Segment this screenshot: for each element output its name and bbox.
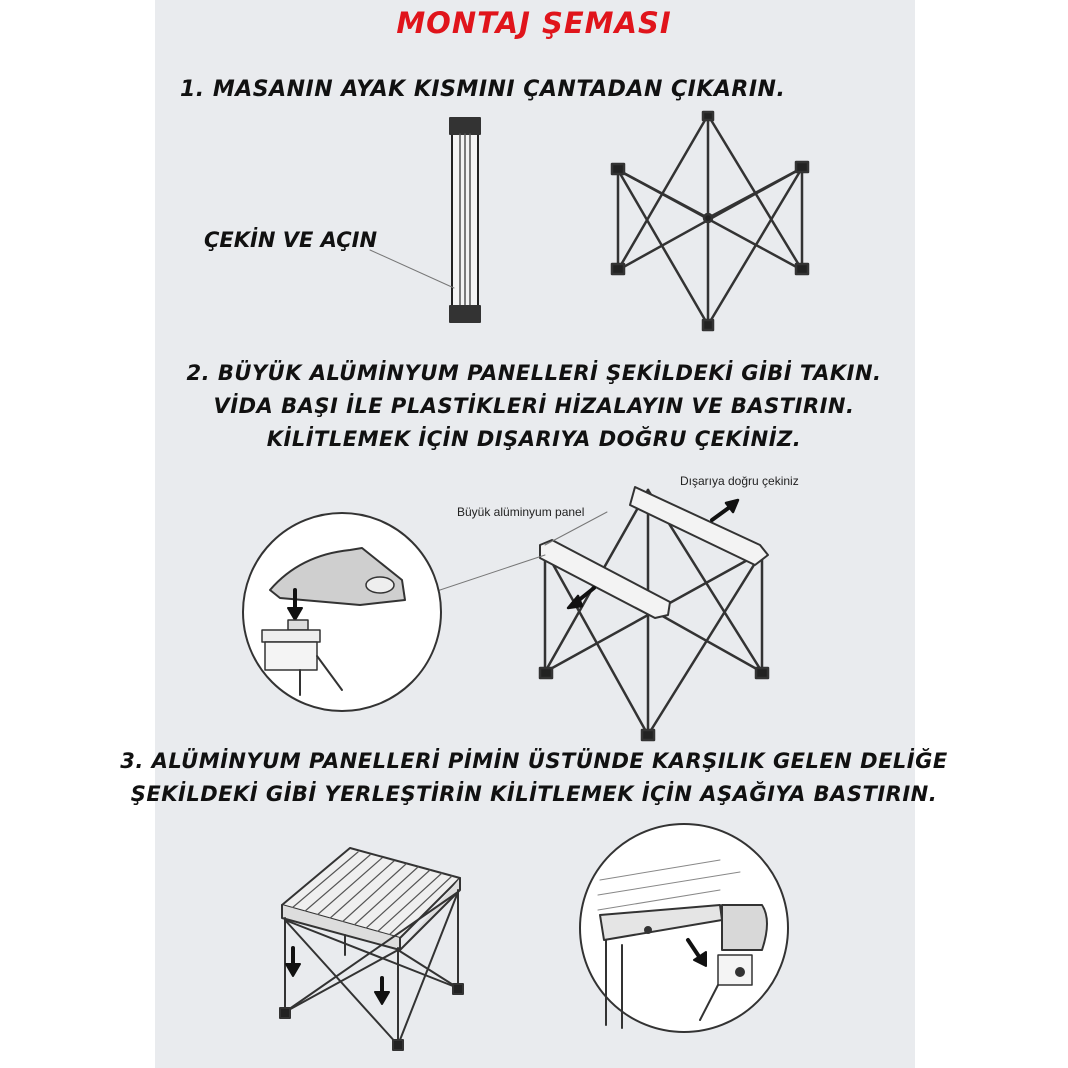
big-panel-label: Büyük alüminyum panel (457, 505, 585, 519)
step-2-line-2: VİDA BAŞI İLE PLASTİKLERİ HİZALAYIN VE BASTIRIN. (213, 394, 855, 418)
assembled-table-drawing (280, 848, 463, 1050)
step-2-line-3: KİLİTLEMEK İÇİN DIŞARIYA DOĞRU ÇEKİNİZ. (266, 427, 802, 451)
folded-leg-drawing (370, 118, 480, 322)
opened-leg-frame-drawing (612, 112, 808, 330)
step-3-line-1: 3. ALÜMİNYUM PANELLERİ PİMİN ÜSTÜNDE KARŞILIK GELEN DELİĞE (120, 749, 948, 773)
pull-outward-label: Dışarıya doğru çekiniz (680, 474, 799, 488)
pull-and-open-label: ÇEKİN VE AÇIN (204, 228, 378, 252)
frame-with-panels-drawing (410, 487, 768, 740)
step-1-text: 1. MASANIN AYAK KISMINI ÇANTADAN ÇIKARIN. (180, 77, 786, 102)
page-title: MONTAJ ŞEMASI (396, 6, 672, 40)
pin-detail-drawing (580, 824, 788, 1032)
step-2-line-1: 2. BÜYÜK ALÜMİNYUM PANELLERİ ŞEKİLDEKİ GİBİ TAKIN. (186, 361, 882, 385)
step-3-line-2: ŞEKİLDEKİ GİBİ YERLEŞTİRİN KİLİTLEMEK İÇİN AŞAĞIYA BASTIRIN. (130, 782, 938, 806)
screw-detail-drawing (243, 513, 441, 711)
